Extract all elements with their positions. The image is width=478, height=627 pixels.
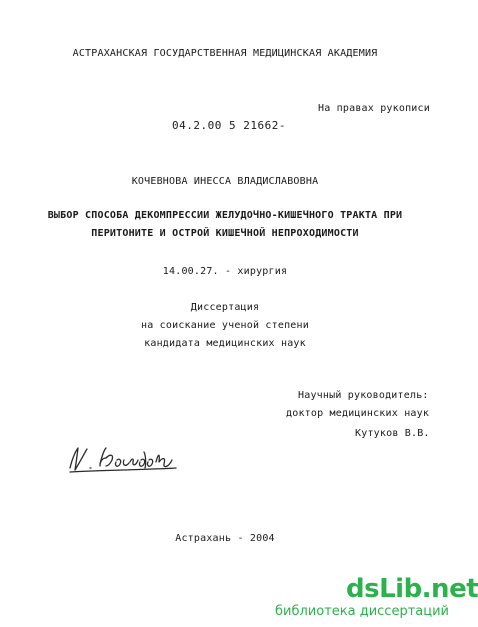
dslib-watermark-logo: dsLib.net: [346, 574, 478, 604]
title-line-1: ВЫБОР СПОСОБА ДЕКОМПРЕССИИ ЖЕЛУДОЧНО-КИШЕЧНОГО ТРАКТА ПРИ: [47, 210, 403, 221]
handwritten-signature: [62, 440, 182, 480]
dslib-watermark-caption: библиотека диссертаций: [275, 604, 449, 619]
degree-name: кандидата медицинских наук: [144, 338, 306, 349]
supervisor-degree: доктор медицинских наук: [286, 408, 430, 419]
rights-note: На правах рукописи: [318, 103, 430, 114]
supervisor-name: Кутуков В.В.: [355, 428, 430, 439]
title-line-2: ПЕРИТОНИТЕ И ОСТРОЙ КИШЕЧНОЙ НЕПРОХОДИМОСТИ: [91, 228, 359, 239]
institution-name: АСТРАХАНСКАЯ ГОСУДАРСТВЕННАЯ МЕДИЦИНСКАЯ АКАДЕМИЯ: [72, 48, 378, 59]
city-year: Астрахань - 2004: [175, 533, 275, 544]
degree-purpose: на соискание ученой степени: [141, 320, 309, 331]
specialty: 14.00.27. - хирургия: [162, 266, 288, 277]
registration-stamp: 04.2.00 5 21662-: [172, 119, 286, 132]
dissertation-label: Диссертация: [190, 302, 260, 313]
supervisor-label: Научный руководитель:: [298, 390, 429, 401]
author-name: КОЧЕВНОВА ИНЕССА ВЛАДИСЛАВОВНА: [131, 176, 319, 187]
